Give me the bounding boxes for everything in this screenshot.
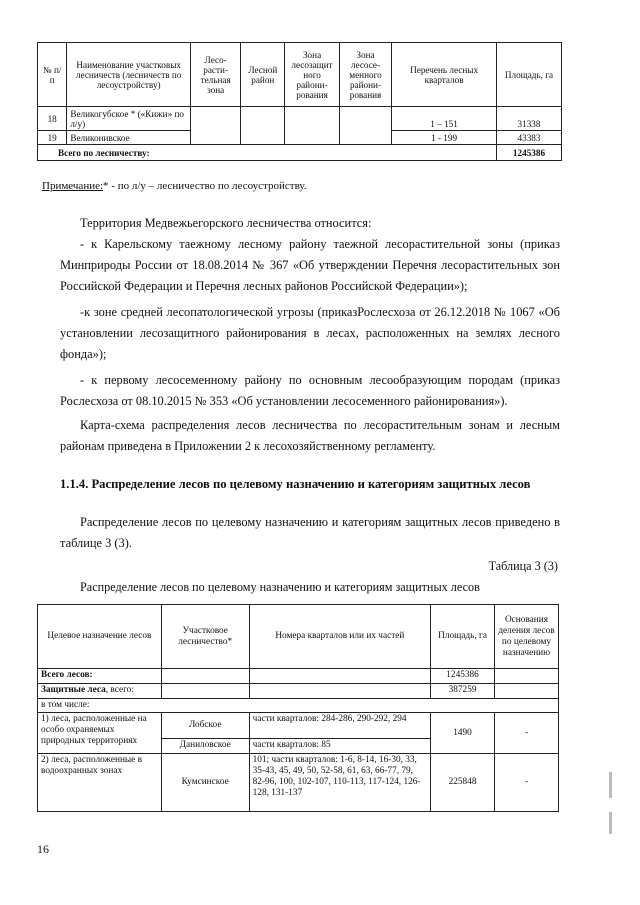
intro-paragraph: Распределение лесов по целевому назначению и категориям защитных лесов приведено в таблице 3 (3). xyxy=(60,515,560,550)
col-quarters: Перечень лесных кварталов xyxy=(392,43,497,107)
col-protection-zone: Зона лесозащит ного райони-рования xyxy=(285,43,339,107)
col-quarter-numbers: Номера кварталов или их частей xyxy=(249,605,430,669)
scan-mark xyxy=(609,812,612,834)
paragraph-4: - к первому лесосеменному району по основным лесообразующим породам (приказ Рослесхоза от 08.10.2015 № 353 «Об установлении лесосеменного районирования»). xyxy=(60,373,560,408)
col-district-name: Наименование участковых лесничеств (лесничеств по лесоустройству) xyxy=(67,43,191,107)
col-area: Площадь, га xyxy=(431,605,495,669)
paragraph-5: Карта-схема распределения лесов лесничества по лесорастительным зонам и лесным районам приведена в Приложении 2 к лесохозяйственному регламенту. xyxy=(60,418,560,453)
col-purpose: Целевое назначение лесов xyxy=(38,605,162,669)
table-row: 1) леса, расположенные на особо охраняемых природных территориях Лобское части кварталов: 284-286, 290-292, 294 1490 - xyxy=(38,713,559,739)
total-row: Всего по лесничеству: 1245386 xyxy=(38,145,562,161)
page-number: 16 xyxy=(37,842,49,856)
section-heading: 1.1.4. Распределение лесов по целевому назначению и категориям защитных лесов xyxy=(60,477,531,491)
col-seed-zone: Зона лесосе-менного райони-рования xyxy=(339,43,391,107)
table-row: Даниловское части кварталов: 85 xyxy=(38,739,559,754)
table-row: в том числе: xyxy=(38,699,559,713)
table-row: 18 Великогубское * («Кижи» по л/у) 1 – 151 31338 xyxy=(38,107,562,131)
table-row: Всего лесов: 1245386 xyxy=(38,669,559,684)
col-number: № п/п xyxy=(38,43,67,107)
paragraph-2: - к Карельскому таежному лесному району таежной лесорастительной зоны (приказ Минприроды России от 18.08.2014 № 367 «Об утверждении Перечня лесорастительных зон Российской Федерации и Перечня лесных районов Российской Федерации»); xyxy=(60,237,560,293)
col-area: Площадь, га xyxy=(496,43,561,107)
col-district: Участковое лесничество* xyxy=(161,605,249,669)
paragraph-3: -к зоне средней лесопатологической угрозы (приказРослесхоза от 26.12.2018 № 1067 «Об установлении лесозащитного районирования в лесах, расположенных на землях лесного фонда»); xyxy=(60,305,560,361)
scan-mark xyxy=(609,772,612,798)
col-basis: Основания деления лесов по целевому назначению xyxy=(495,605,559,669)
paragraph-1: Территория Медвежьегорского лесничества относится: xyxy=(80,216,372,230)
forest-distribution-table xyxy=(37,604,559,812)
col-vegetation-zone: Лесо-расти-тельная зона xyxy=(191,43,241,107)
table-row: 19 Великонивское 1 - 199 43383 xyxy=(38,131,562,145)
col-forest-region: Лесной район xyxy=(241,43,285,107)
table-row: 2) леса, расположенные в водоохранных зонах Кумсинское 101; части кварталов: 1-6, 8-14, 16-30, 33, 35-43, 45, 49, 50, 52-58, 61, 63, 66-77, 79, 82-96, 100, 102-107, 110-113, 117-124, 126-128, 131-137 225848 - xyxy=(38,754,559,812)
footnote: Примечание:* - по л/у – лесничество по лесоустройству. xyxy=(42,180,307,192)
table-caption: Распределение лесов по целевому назначению и категориям защитных лесов xyxy=(80,580,480,594)
table-label: Таблица 3 (3) xyxy=(488,559,558,573)
districts-table xyxy=(37,42,562,161)
table-row: Защитные леса, всего: 387259 xyxy=(38,684,559,699)
